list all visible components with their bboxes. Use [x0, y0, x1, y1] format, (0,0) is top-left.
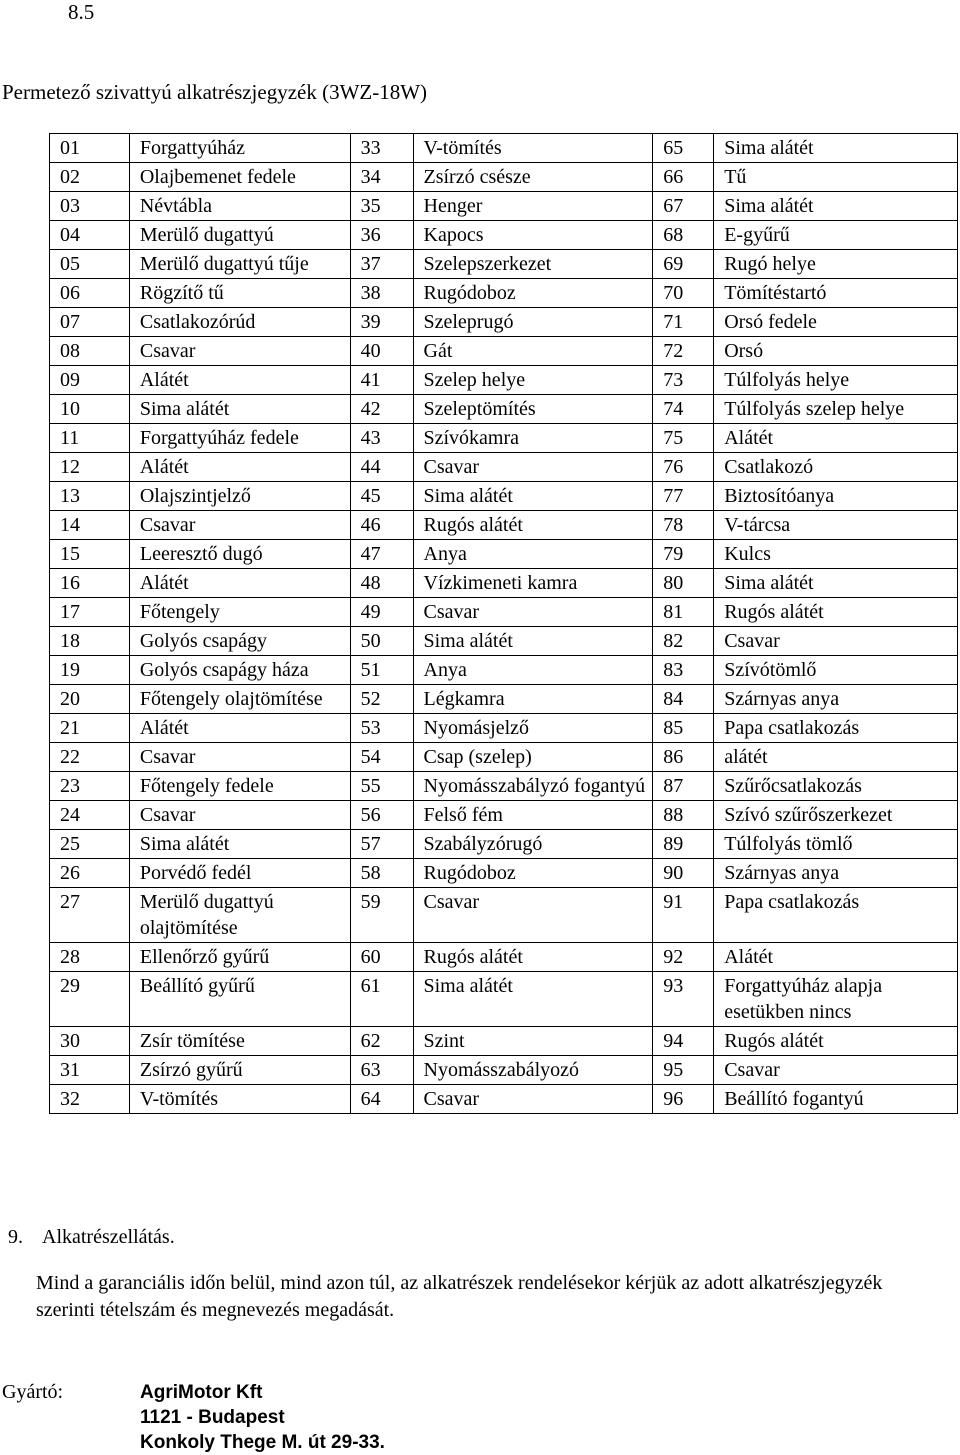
parts-ordering-note: Mind a garanciális időn belül, mind azon túl, az alkatrészek rendelésekor kérjük az adott alkatrészjegyzék szerinti tételszám és megnevezés megadását. — [36, 1272, 883, 1321]
part-number-cell: 28 — [50, 943, 130, 972]
part-name-cell: Szívókamra — [413, 424, 653, 453]
part-name-cell: Olajbemenet fedele — [129, 163, 350, 192]
part-number-cell: 96 — [653, 1085, 714, 1114]
part-name-cell: Golyós csapágy háza — [129, 656, 350, 685]
part-number-cell: 49 — [350, 598, 413, 627]
parts-list-body — [50, 134, 958, 1114]
part-name-cell: Szeleprugó — [413, 308, 653, 337]
part-name-cell: Nyomásszabályzó fogantyú — [413, 772, 653, 801]
part-number-cell: 87 — [653, 772, 714, 801]
table-row — [50, 801, 958, 830]
part-number-cell: 30 — [50, 1027, 130, 1056]
part-name-cell: Szeleptömítés — [413, 395, 653, 424]
part-name-cell: Csavar — [413, 1085, 653, 1114]
part-name-cell: Sima alátét — [714, 569, 958, 598]
part-number-cell: 51 — [350, 656, 413, 685]
document-title: Permetező szivattyú alkatrészjegyzék (3WZ-18W) — [2, 80, 428, 104]
table-row — [50, 1085, 958, 1114]
part-name-cell: Papa csatlakozás — [714, 888, 958, 943]
part-name-cell: Rugós alátét — [714, 598, 958, 627]
part-number-cell: 66 — [653, 163, 714, 192]
part-number-cell: 61 — [350, 972, 413, 1027]
part-name-cell: Forgattyúház — [129, 134, 350, 163]
part-name-cell: Ellenőrző gyűrű — [129, 943, 350, 972]
part-number-cell: 70 — [653, 279, 714, 308]
manufacturer-address — [140, 1380, 385, 1455]
part-name-cell: Merülő dugattyú tűje — [129, 250, 350, 279]
part-number-cell: 09 — [50, 366, 130, 395]
part-name-cell: V-tárcsa — [714, 511, 958, 540]
manufacturer-street: Konkoly Thege M. út 29-33. — [140, 1432, 385, 1453]
part-name-cell: Sima alátét — [413, 482, 653, 511]
table-row — [50, 337, 958, 366]
part-number-cell: 33 — [350, 134, 413, 163]
part-number-cell: 16 — [50, 569, 130, 598]
part-number-cell: 23 — [50, 772, 130, 801]
part-number-cell: 85 — [653, 714, 714, 743]
part-name-cell: Zsírzó gyűrű — [129, 1056, 350, 1085]
part-name-cell: Forgattyúház fedele — [129, 424, 350, 453]
part-number-cell: 14 — [50, 511, 130, 540]
table-row — [50, 656, 958, 685]
part-name-cell: Golyós csapágy — [129, 627, 350, 656]
parts-list-table — [49, 133, 958, 1114]
part-name-cell: Csavar — [714, 1056, 958, 1085]
manufacturer-city: 1121 - Budapest — [140, 1407, 285, 1428]
part-name-cell: Rögzítő tű — [129, 279, 350, 308]
part-number-cell: 89 — [653, 830, 714, 859]
part-number-cell: 48 — [350, 569, 413, 598]
part-number-cell: 62 — [350, 1027, 413, 1056]
part-name-cell: Felső fém — [413, 801, 653, 830]
part-number-cell: 02 — [50, 163, 130, 192]
part-number-cell: 67 — [653, 192, 714, 221]
part-number-cell: 22 — [50, 743, 130, 772]
table-row — [50, 569, 958, 598]
part-number-cell: 08 — [50, 337, 130, 366]
part-number-cell: 56 — [350, 801, 413, 830]
part-number-cell: 24 — [50, 801, 130, 830]
part-name-cell: Sima alátét — [413, 972, 653, 1027]
part-name-cell: Alátét — [129, 714, 350, 743]
part-name-cell: Forgattyúház alapja esetükben nincs — [714, 972, 958, 1027]
table-row — [50, 830, 958, 859]
part-name-cell: Kapocs — [413, 221, 653, 250]
part-number-cell: 41 — [350, 366, 413, 395]
part-name-cell: Nyomásszabályozó — [413, 1056, 653, 1085]
part-number-cell: 17 — [50, 598, 130, 627]
table-row — [50, 1056, 958, 1085]
table-row — [50, 598, 958, 627]
part-number-cell: 04 — [50, 221, 130, 250]
part-name-cell: Biztosítóanya — [714, 482, 958, 511]
part-number-cell: 46 — [350, 511, 413, 540]
part-number-cell: 03 — [50, 192, 130, 221]
part-name-cell: Névtábla — [129, 192, 350, 221]
part-number-cell: 53 — [350, 714, 413, 743]
part-number-cell: 75 — [653, 424, 714, 453]
table-row — [50, 163, 958, 192]
table-row — [50, 134, 958, 163]
section-9-number: 9. — [8, 1226, 23, 1248]
part-number-cell: 60 — [350, 943, 413, 972]
part-number-cell: 31 — [50, 1056, 130, 1085]
part-name-cell: Csavar — [413, 888, 653, 943]
part-number-cell: 57 — [350, 830, 413, 859]
part-name-cell: Sima alátét — [714, 134, 958, 163]
part-name-cell: Csavar — [129, 337, 350, 366]
part-number-cell: 77 — [653, 482, 714, 511]
part-number-cell: 38 — [350, 279, 413, 308]
part-number-cell: 64 — [350, 1085, 413, 1114]
part-number-cell: 59 — [350, 888, 413, 943]
part-name-cell: Alátét — [129, 569, 350, 598]
part-name-cell: Szabályzórugó — [413, 830, 653, 859]
table-row — [50, 888, 958, 943]
part-number-cell: 63 — [350, 1056, 413, 1085]
part-name-cell: Nyomásjelző — [413, 714, 653, 743]
table-row — [50, 627, 958, 656]
part-number-cell: 29 — [50, 972, 130, 1027]
part-number-cell: 95 — [653, 1056, 714, 1085]
part-number-cell: 43 — [350, 424, 413, 453]
part-number-cell: 52 — [350, 685, 413, 714]
part-number-cell: 35 — [350, 192, 413, 221]
part-number-cell: 76 — [653, 453, 714, 482]
part-name-cell: Rugós alátét — [413, 943, 653, 972]
part-name-cell: Beállító fogantyú — [714, 1085, 958, 1114]
part-name-cell: Porvédő fedél — [129, 859, 350, 888]
part-number-cell: 40 — [350, 337, 413, 366]
part-number-cell: 37 — [350, 250, 413, 279]
table-row — [50, 714, 958, 743]
part-number-cell: 73 — [653, 366, 714, 395]
part-number-cell: 26 — [50, 859, 130, 888]
part-number-cell: 54 — [350, 743, 413, 772]
part-name-cell: Alátét — [129, 453, 350, 482]
part-number-cell: 83 — [653, 656, 714, 685]
table-row — [50, 482, 958, 511]
part-name-cell: Orsó — [714, 337, 958, 366]
part-number-cell: 18 — [50, 627, 130, 656]
part-name-cell: Merülő dugattyú — [129, 221, 350, 250]
table-row — [50, 511, 958, 540]
part-number-cell: 39 — [350, 308, 413, 337]
part-number-cell: 68 — [653, 221, 714, 250]
part-number-cell: 10 — [50, 395, 130, 424]
part-name-cell: Csavar — [129, 743, 350, 772]
part-name-cell: Zsír tömítése — [129, 1027, 350, 1056]
part-number-cell: 13 — [50, 482, 130, 511]
table-row — [50, 221, 958, 250]
part-number-cell: 32 — [50, 1085, 130, 1114]
part-name-cell: Sima alátét — [129, 830, 350, 859]
part-name-cell: Leeresztő dugó — [129, 540, 350, 569]
part-name-cell: alátét — [714, 743, 958, 772]
part-number-cell: 86 — [653, 743, 714, 772]
part-number-cell: 34 — [350, 163, 413, 192]
part-name-cell: Főtengely fedele — [129, 772, 350, 801]
table-row — [50, 943, 958, 972]
part-number-cell: 65 — [653, 134, 714, 163]
table-row — [50, 424, 958, 453]
part-number-cell: 45 — [350, 482, 413, 511]
table-row — [50, 453, 958, 482]
part-name-cell: Légkamra — [413, 685, 653, 714]
part-name-cell: Alátét — [129, 366, 350, 395]
part-number-cell: 92 — [653, 943, 714, 972]
part-number-cell: 01 — [50, 134, 130, 163]
part-number-cell: 90 — [653, 859, 714, 888]
table-row — [50, 366, 958, 395]
part-number-cell: 21 — [50, 714, 130, 743]
part-number-cell: 15 — [50, 540, 130, 569]
part-name-cell: Csatlakozórúd — [129, 308, 350, 337]
part-name-cell: Szívó szűrőszerkezet — [714, 801, 958, 830]
part-name-cell: Csap (szelep) — [413, 743, 653, 772]
part-number-cell: 50 — [350, 627, 413, 656]
part-number-cell: 44 — [350, 453, 413, 482]
table-row — [50, 972, 958, 1027]
table-row — [50, 859, 958, 888]
part-name-cell: Rugós alátét — [714, 1027, 958, 1056]
part-name-cell: Orsó fedele — [714, 308, 958, 337]
part-number-cell: 88 — [653, 801, 714, 830]
part-name-cell: Szint — [413, 1027, 653, 1056]
part-name-cell: Szárnyas anya — [714, 685, 958, 714]
part-name-cell: Főtengely olajtömítése — [129, 685, 350, 714]
part-number-cell: 12 — [50, 453, 130, 482]
part-name-cell: Szárnyas anya — [714, 859, 958, 888]
part-number-cell: 91 — [653, 888, 714, 943]
part-number-cell: 05 — [50, 250, 130, 279]
part-name-cell: Szívótömlő — [714, 656, 958, 685]
part-name-cell: Szelepszerkezet — [413, 250, 653, 279]
part-number-cell: 36 — [350, 221, 413, 250]
table-row — [50, 743, 958, 772]
part-number-cell: 27 — [50, 888, 130, 943]
part-name-cell: Tömítéstartó — [714, 279, 958, 308]
part-number-cell: 11 — [50, 424, 130, 453]
section-number: 8.5 — [68, 0, 95, 24]
table-row — [50, 308, 958, 337]
part-number-cell: 71 — [653, 308, 714, 337]
table-row — [50, 772, 958, 801]
table-row — [50, 395, 958, 424]
part-name-cell: Szűrőcsatlakozás — [714, 772, 958, 801]
part-name-cell: V-tömítés — [129, 1085, 350, 1114]
part-name-cell: Tű — [714, 163, 958, 192]
part-number-cell: 06 — [50, 279, 130, 308]
part-name-cell: Csavar — [413, 598, 653, 627]
part-name-cell: Papa csatlakozás — [714, 714, 958, 743]
part-name-cell: Anya — [413, 656, 653, 685]
section-9-title: Alkatrészellátás. — [42, 1226, 175, 1248]
part-name-cell: Alátét — [714, 424, 958, 453]
part-number-cell: 72 — [653, 337, 714, 366]
part-number-cell: 55 — [350, 772, 413, 801]
table-row — [50, 1027, 958, 1056]
part-number-cell: 80 — [653, 569, 714, 598]
part-name-cell: E-gyűrű — [714, 221, 958, 250]
part-number-cell: 79 — [653, 540, 714, 569]
part-name-cell: Csavar — [129, 801, 350, 830]
part-name-cell: Szelep helye — [413, 366, 653, 395]
part-name-cell: Csatlakozó — [714, 453, 958, 482]
part-name-cell: Rugós alátét — [413, 511, 653, 540]
part-number-cell: 07 — [50, 308, 130, 337]
table-row — [50, 192, 958, 221]
part-name-cell: Csavar — [129, 511, 350, 540]
part-name-cell: Rugódoboz — [413, 279, 653, 308]
part-number-cell: 81 — [653, 598, 714, 627]
part-name-cell: Kulcs — [714, 540, 958, 569]
part-name-cell: Henger — [413, 192, 653, 221]
part-number-cell: 93 — [653, 972, 714, 1027]
part-number-cell: 58 — [350, 859, 413, 888]
part-name-cell: Zsírzó csésze — [413, 163, 653, 192]
part-name-cell: Főtengely — [129, 598, 350, 627]
part-number-cell: 19 — [50, 656, 130, 685]
part-name-cell: Sima alátét — [129, 395, 350, 424]
part-name-cell: Olajszintjelző — [129, 482, 350, 511]
part-number-cell: 84 — [653, 685, 714, 714]
part-name-cell: Gát — [413, 337, 653, 366]
part-name-cell: Merülő dugattyú olajtömítése — [129, 888, 350, 943]
manufacturer-name: AgriMotor Kft — [140, 1382, 263, 1403]
part-number-cell: 74 — [653, 395, 714, 424]
manufacturer-label: Gyártó: — [2, 1381, 64, 1403]
part-name-cell: Túlfolyás helye — [714, 366, 958, 395]
part-name-cell: Sima alátét — [714, 192, 958, 221]
part-number-cell: 20 — [50, 685, 130, 714]
part-number-cell: 82 — [653, 627, 714, 656]
part-number-cell: 94 — [653, 1027, 714, 1056]
part-name-cell: Vízkimeneti kamra — [413, 569, 653, 598]
part-name-cell: Rugódoboz — [413, 859, 653, 888]
part-name-cell: Csavar — [413, 453, 653, 482]
part-name-cell: Rugó helye — [714, 250, 958, 279]
part-name-cell: Csavar — [714, 627, 958, 656]
table-row — [50, 250, 958, 279]
table-row — [50, 540, 958, 569]
part-name-cell: Túlfolyás tömlő — [714, 830, 958, 859]
part-name-cell: V-tömítés — [413, 134, 653, 163]
table-row — [50, 279, 958, 308]
part-number-cell: 78 — [653, 511, 714, 540]
part-name-cell: Túlfolyás szelep helye — [714, 395, 958, 424]
part-name-cell: Anya — [413, 540, 653, 569]
part-number-cell: 25 — [50, 830, 130, 859]
part-name-cell: Beállító gyűrű — [129, 972, 350, 1027]
part-number-cell: 69 — [653, 250, 714, 279]
part-name-cell: Sima alátét — [413, 627, 653, 656]
section-9-heading — [8, 1226, 175, 1249]
part-number-cell: 42 — [350, 395, 413, 424]
part-number-cell: 47 — [350, 540, 413, 569]
part-name-cell: Alátét — [714, 943, 958, 972]
table-row — [50, 685, 958, 714]
